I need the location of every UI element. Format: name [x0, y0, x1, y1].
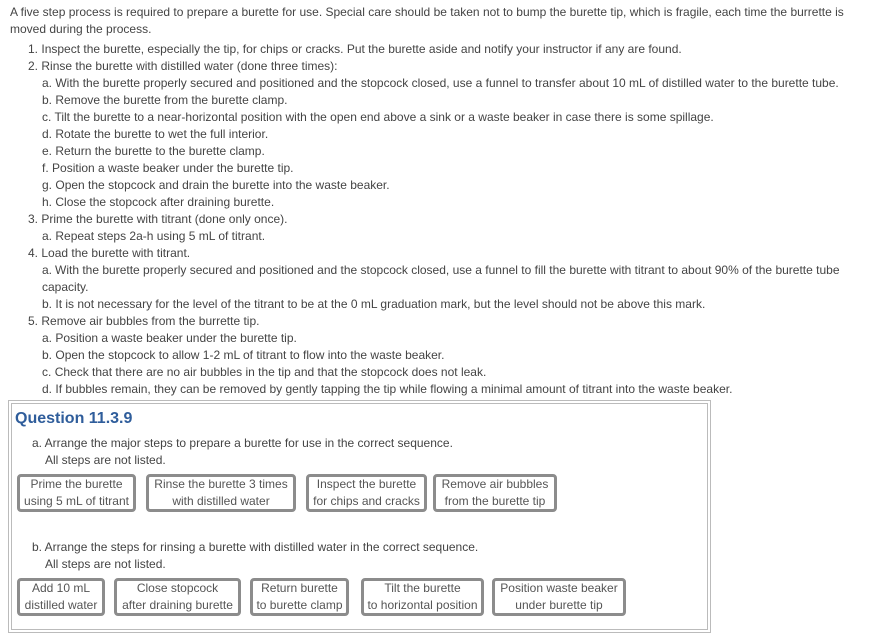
chip-prime-burette[interactable]: Prime the burette using 5 mL of titrant	[17, 474, 136, 512]
part-a-prompt: a. Arrange the major steps to prepare a burette for use in the correct sequence.	[32, 436, 453, 450]
substep-2b: b. Remove the burette from the burette clamp.	[42, 93, 288, 107]
chip-add-distilled-water[interactable]: Add 10 mL distilled water	[17, 578, 105, 616]
intro-paragraph: A five step process is required to prepare a burette for use. Special care should be taken not to bump the burette tip, which is fragile, each time the burrette is moved during the process.	[10, 5, 844, 36]
step-2	[28, 58, 338, 75]
chip-inspect-burette[interactable]: Inspect the burette for chips and cracks	[306, 474, 427, 512]
part-b-prompt: b. Arrange the steps for rinsing a burette with distilled water in the correct sequence.	[32, 540, 479, 554]
substep-5d: d. If bubbles remain, they can be removed by gently tapping the tip while flowing a minimal amount of titrant into the waste beaker.	[42, 382, 733, 396]
chip-position-waste-beaker[interactable]: Position waste beaker under burette tip	[492, 578, 626, 616]
substep-5a: a. Position a waste beaker under the burette tip.	[42, 331, 297, 345]
part-b-note: All steps are not listed.	[45, 557, 166, 571]
step-number: 2.	[28, 59, 39, 73]
step-number: 4.	[28, 246, 39, 260]
substep-5c: c. Check that there are no air bubbles in the tip and that the stopcock does not leak.	[42, 365, 487, 379]
step-text: Prime the burette with titrant (done only once).	[41, 212, 288, 226]
substep-2f: f. Position a waste beaker under the burette tip.	[42, 161, 294, 175]
substep-2e: e. Return the burette to the burette clamp.	[42, 144, 265, 158]
step-number: 3.	[28, 212, 39, 226]
substep-2h: h. Close the stopcock after draining burette.	[42, 195, 275, 209]
step-text: Remove air bubbles from the burrette tip.	[41, 314, 260, 328]
substep-4a: a. With the burette properly secured and positioned and the stopcock closed, use a funnel to fill the burette with titrant to about 90% of the burette tube capacity.	[42, 263, 840, 294]
question-panel	[11, 403, 708, 630]
step-1	[28, 41, 682, 58]
substep-2d: d. Rotate the burette to wet the full interior.	[42, 127, 269, 141]
step-text: Load the burette with titrant.	[41, 246, 191, 260]
substep-2g: g. Open the stopcock and drain the burette into the waste beaker.	[42, 178, 390, 192]
step-text: Inspect the burette, especially the tip, for chips or cracks. Put the burette aside and notify your instructor if any are found.	[41, 42, 682, 56]
substep-2c: c. Tilt the burette to a near-horizontal position with the open end above a sink or a waste beaker in case there is some spillage.	[42, 110, 714, 124]
step-3	[28, 211, 287, 228]
step-text: Rinse the burette with distilled water (done three times):	[41, 59, 338, 73]
step-4	[28, 245, 190, 262]
step-number: 1.	[28, 42, 39, 56]
chip-return-burette[interactable]: Return burette to burette clamp	[250, 578, 349, 616]
substep-5b: b. Open the stopcock to allow 1-2 mL of titrant to flow into the waste beaker.	[42, 348, 445, 362]
chip-remove-air-bubbles[interactable]: Remove air bubbles from the burette tip	[433, 474, 557, 512]
substep-2a: a. With the burette properly secured and positioned and the stopcock closed, use a funnel to transfer about 10 mL of distilled water to the burette tube.	[42, 76, 839, 90]
chip-tilt-burette[interactable]: Tilt the burette to horizontal position	[361, 578, 484, 616]
part-a-note: All steps are not listed.	[45, 453, 166, 467]
step-5	[28, 313, 259, 330]
substep-3a: a. Repeat steps 2a-h using 5 mL of titrant.	[42, 229, 266, 243]
substep-4b: b. It is not necessary for the level of the titrant to be at the 0 mL graduation mark, but the level should not be above this mark.	[42, 297, 706, 311]
step-number: 5.	[28, 314, 39, 328]
chip-close-stopcock[interactable]: Close stopcock after draining burette	[114, 578, 241, 616]
question-title: Question 11.3.9	[15, 410, 133, 427]
chip-rinse-burette[interactable]: Rinse the burette 3 times with distilled water	[146, 474, 296, 512]
